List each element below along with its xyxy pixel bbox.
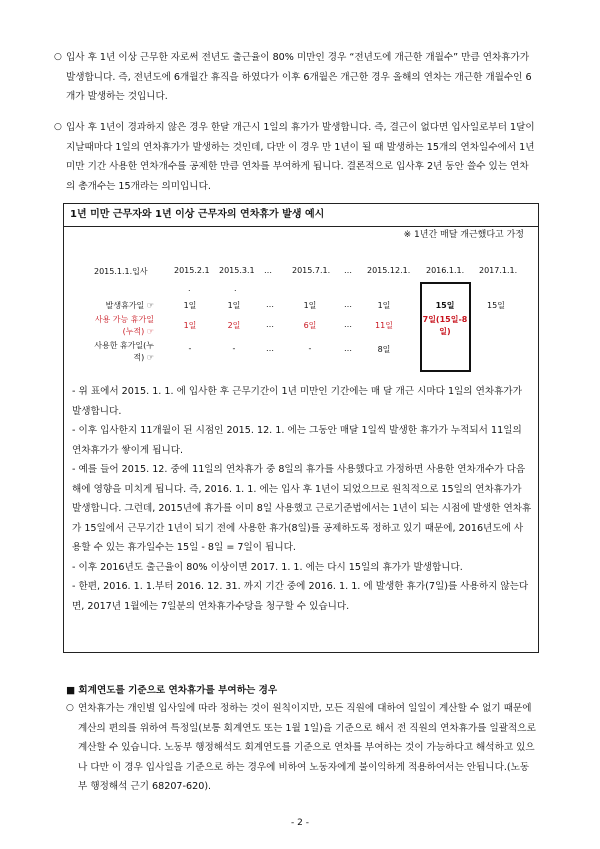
row3-cell: … bbox=[266, 344, 274, 353]
row2-cell: 2일 bbox=[227, 321, 241, 330]
box-description bbox=[72, 382, 532, 616]
row3-cell: - bbox=[188, 344, 192, 353]
date-3: … bbox=[264, 266, 272, 275]
date-5: … bbox=[344, 266, 352, 275]
row3-cell: - bbox=[232, 344, 236, 353]
row1-cell: 1일 bbox=[183, 301, 197, 310]
paragraph-1: ○ 입사 후 1년 이상 근무한 자로써 전년도 출근율이 80% 미만인 경우 “전년도에 개근한 개월수” 만큼 연차휴가가 발생합니다. 즉, 전년도에 6개월간 휴직을 하였다가 이후 6개월은 개근한 경우 올해의 연차는 개근한 개월수인 6개가 발생하는 것입니다. bbox=[66, 48, 536, 107]
desc-line: - 한편, 2016. 1. 1.부터 2016. 12. 31. 까지 기간 중에 2016. 1. 1. 에 발생한 휴가(7일)를 사용하지 않는다면, 2017년 1월에는 7일분의 연차휴가수당을 청구할 수 있습니다. bbox=[72, 581, 529, 612]
timeline bbox=[64, 204, 538, 374]
date-7: 2016.1.1. bbox=[426, 266, 465, 275]
box-note: ※ 1년간 매달 개근했다고 가정 bbox=[403, 230, 524, 240]
row2-cell: … bbox=[344, 320, 352, 329]
paragraph-2: ○ 입사 후 1년이 경과하지 않은 경우 한달 개근시 1일의 휴가가 발생합니다. 즉, 결근이 없다면 입사일로부터 1달이 지날때마다 1일의 연차휴가가 발생하는 것인데, 다만 이 경우 만 1년이 될 때 발생하는 15개의 연차일수에서 1년 미만 기간 사용한 연차개수를 공제한 만큼 연차를 부여하게 됩니다. 결론적으로 입사후 2년 동안 쓸수 있는 연차의 총개수는 15개라는 의미입니다. bbox=[66, 118, 536, 196]
date-8: 2017.1.1. bbox=[479, 266, 518, 275]
desc-line: - 이후 2016년도 출근율이 80% 이상이면 2017. 1. 1. 에는 다시 15일의 휴가가 발생합니다. bbox=[72, 561, 463, 573]
page-number: - 2 - bbox=[291, 818, 309, 828]
date-0: 2015.1.1.입사 bbox=[94, 267, 148, 276]
row-label-generated: 발생휴가일 ☞ bbox=[105, 301, 154, 310]
highlight-box bbox=[420, 282, 471, 372]
bullet: ○ bbox=[54, 52, 62, 62]
row3-cell: - bbox=[308, 344, 312, 353]
desc-line: - 위 표에서 2015. 1. 1. 에 입사한 후 근무기간이 1년 미만인 기간에는 매 달 개근 시마다 1일의 연차휴가가 발생합니다. bbox=[72, 386, 522, 417]
box-title: 1년 미만 근무자와 1년 이상 근무자의 연차휴가 발생 예시 bbox=[64, 204, 538, 227]
row2-cell: 7일(15일-8일) bbox=[422, 315, 468, 336]
date-2: 2015.3.1 bbox=[219, 266, 255, 275]
example-box bbox=[63, 203, 539, 653]
section-heading: ■ 회계연도를 기준으로 연차휴가를 부여하는 경우 bbox=[66, 685, 278, 696]
section-paragraph: ○ 연차휴가는 개인별 입사일에 따라 정하는 것이 원칙이지만, 모든 직원에 대하여 일일이 계산할 수 없기 때문에 계산의 편의를 위하여 특정일(보통 회계연도 또는 1월 1일)을 기준으로 해서 전 직원의 연차휴가를 일괄적으로 계산할 수 있습니다. 노동부 행정해석도 회계연도를 기준으로 연차를 부여하는 것이 가능하다고 해석하고 있으나 다만 이 경우 입사일을 기준으로 하는 경우에 비하여 노동자에게 불이익하게 적용하여서는 안됩니다.(노동부 행정해석 근기 68207-620). bbox=[78, 699, 538, 797]
row1-cell: 15일 bbox=[435, 301, 455, 310]
row2-cell: … bbox=[266, 320, 274, 329]
date-4: 2015.7.1. bbox=[292, 266, 331, 275]
desc-line: - 이후 입사한지 11개월이 된 시점인 2015. 12. 1. 에는 그동안 매달 1일씩 발생한 휴가가 누적되서 11일의 연차휴가가 쌓이게 됩니다. bbox=[72, 425, 522, 456]
row1-cell: … bbox=[266, 300, 274, 309]
date-1: 2015.2.1 bbox=[174, 266, 210, 275]
bullet: ○ bbox=[66, 703, 74, 713]
date-6: 2015.12.1. bbox=[367, 266, 411, 275]
row2-cell: 11일 bbox=[375, 321, 393, 330]
row1-cell: 15일 bbox=[487, 301, 505, 310]
row3-cell: … bbox=[344, 344, 352, 353]
row1-cell: … bbox=[344, 300, 352, 309]
tick-mark: . bbox=[234, 284, 237, 293]
row1-cell: 1일 bbox=[377, 301, 391, 310]
row3-cell: 8일 bbox=[377, 345, 391, 354]
tick-mark: . bbox=[188, 284, 191, 293]
bullet: ○ bbox=[54, 122, 62, 132]
row2-cell: 1일 bbox=[183, 321, 197, 330]
row-label-available: 사용 가능 휴가일(누적) ☞ bbox=[94, 315, 154, 336]
row2-cell: 6일 bbox=[303, 321, 317, 330]
row1-cell: 1일 bbox=[227, 301, 241, 310]
row-label-used: 사용한 휴가일(누적) ☞ bbox=[94, 341, 154, 362]
row1-cell: 1일 bbox=[303, 301, 317, 310]
desc-line: - 예를 들어 2015. 12. 중에 11일의 연차휴가 중 8일의 휴가를 사용했다고 가정하면 사용한 연차개수가 다음해에 영향을 미치게 됩니다. 즉, 2016. 1. 1. 에는 입사 후 1년이 되었으므로 원칙적으로 15일의 연차휴가가 발생합니다. 그런데, 2015년에 휴가를 이미 8일 사용했고 근로기준법에서는 1년이 되는 시점에 발생한 연차휴가 15일에서 근무기간 1년이 되기 전에 사용한 휴가(8일)를 공제하도록 정하고 있기 때문에, 2016년도에 사용할 수 있는 휴가일수는 15일 - 8일 = 7일이 됩니다. bbox=[72, 464, 532, 553]
